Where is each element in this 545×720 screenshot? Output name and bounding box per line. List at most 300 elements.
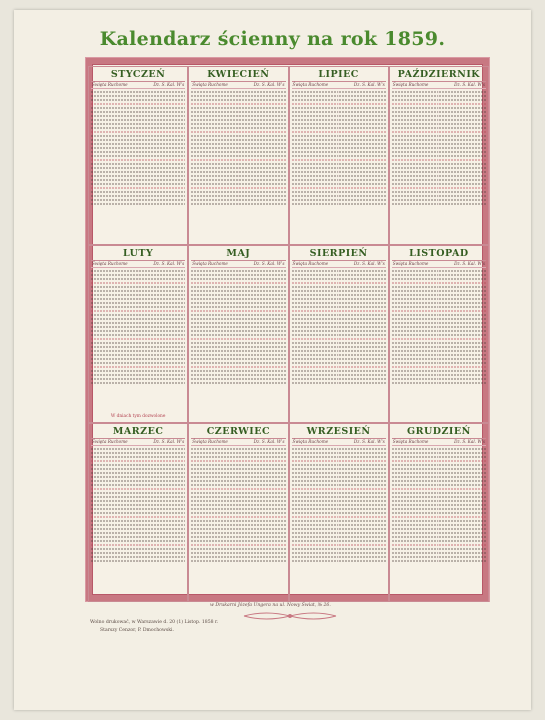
day-row — [191, 97, 285, 101]
day-cell-right — [238, 354, 286, 356]
day-cell-right — [438, 91, 486, 93]
day-cell-right — [138, 342, 186, 344]
day-row — [292, 105, 386, 109]
day-row — [191, 462, 285, 466]
day-cell-right — [438, 334, 486, 336]
day-row — [191, 173, 285, 177]
day-cell-right — [338, 318, 386, 320]
day-cell-right — [438, 476, 486, 478]
day-row — [292, 185, 386, 189]
day-cell-left — [292, 370, 339, 372]
day-cell-right — [238, 318, 286, 320]
day-cell-left — [292, 310, 339, 312]
day-row — [392, 137, 486, 141]
day-cell-right — [338, 139, 386, 141]
day-row — [191, 316, 285, 320]
day-cell-left — [191, 159, 238, 161]
day-cell-left — [191, 286, 238, 288]
day-row — [91, 526, 185, 530]
column-header-left: Święta Ruchome — [392, 260, 429, 266]
day-row — [392, 502, 486, 506]
day-cell-right — [238, 460, 286, 462]
day-cell-right — [438, 171, 486, 173]
day-row — [292, 522, 386, 526]
month-name: PAŹDZIERNIK — [392, 69, 486, 82]
day-cell-right — [438, 560, 486, 562]
day-cell-left — [191, 131, 238, 133]
day-row — [91, 534, 185, 538]
day-cell-right — [238, 175, 286, 177]
day-cell-left — [292, 318, 339, 320]
day-cell-right — [438, 480, 486, 482]
day-cell-right — [438, 552, 486, 554]
day-cell-left — [91, 298, 138, 300]
day-row — [91, 490, 185, 494]
day-cell-left — [91, 155, 138, 157]
day-cell-left — [292, 95, 339, 97]
day-cell-left — [292, 195, 339, 197]
day-cell-right — [138, 552, 186, 554]
day-cell-right — [338, 298, 386, 300]
day-cell-left — [292, 135, 339, 137]
day-cell-right — [438, 366, 486, 368]
day-cell-right — [238, 278, 286, 280]
day-row — [392, 149, 486, 153]
day-cell-right — [138, 330, 186, 332]
day-cell-left — [392, 167, 439, 169]
day-row — [191, 336, 285, 340]
month-name: STYCZEŃ — [91, 69, 185, 82]
day-row — [392, 105, 486, 109]
day-row — [91, 446, 185, 450]
day-cell-right — [438, 532, 486, 534]
day-row — [91, 462, 185, 466]
day-cell-right — [438, 294, 486, 296]
day-cell-left — [191, 298, 238, 300]
day-row — [191, 376, 285, 380]
day-cell-left — [91, 472, 138, 474]
day-row — [292, 149, 386, 153]
day-cell-left — [191, 504, 238, 506]
day-cell-right — [338, 115, 386, 117]
day-cell-right — [438, 111, 486, 113]
day-cell-right — [138, 326, 186, 328]
day-cell-right — [338, 199, 386, 201]
day-cell-right — [338, 552, 386, 554]
day-row — [191, 482, 285, 486]
day-cell-right — [338, 135, 386, 137]
day-cell-right — [138, 382, 186, 384]
day-cell-right — [238, 528, 286, 530]
day-row — [392, 368, 486, 372]
month-block — [188, 66, 288, 245]
day-cell-right — [238, 322, 286, 324]
day-cell-right — [238, 163, 286, 165]
day-cell-right — [238, 468, 286, 470]
day-cell-right — [238, 366, 286, 368]
day-row — [191, 470, 285, 474]
day-cell-right — [438, 115, 486, 117]
day-row — [91, 522, 185, 526]
day-cell-left — [392, 472, 439, 474]
day-row — [392, 284, 486, 288]
day-cell-right — [238, 544, 286, 546]
column-header — [91, 439, 185, 446]
day-row — [292, 458, 386, 462]
day-cell-right — [438, 163, 486, 165]
day-cell-right — [438, 492, 486, 494]
day-row — [191, 546, 285, 550]
day-cell-left — [91, 91, 138, 93]
day-cell-right — [438, 286, 486, 288]
day-row — [392, 173, 486, 177]
day-cell-right — [238, 342, 286, 344]
day-cell-left — [191, 524, 238, 526]
day-cell-left — [191, 476, 238, 478]
day-cell-left — [392, 362, 439, 364]
day-cell-right — [138, 159, 186, 161]
day-cell-right — [338, 512, 386, 514]
day-cell-right — [238, 326, 286, 328]
day-cell-right — [238, 203, 286, 205]
day-cell-right — [438, 354, 486, 356]
day-cell-left — [191, 274, 238, 276]
day-cell-right — [138, 286, 186, 288]
day-rows — [292, 89, 386, 242]
day-row — [392, 121, 486, 125]
day-cell-left — [91, 374, 138, 376]
day-cell-right — [338, 123, 386, 125]
day-cell-left — [392, 95, 439, 97]
day-row — [191, 526, 285, 530]
day-row — [191, 550, 285, 554]
day-cell-left — [91, 500, 138, 502]
day-cell-left — [191, 290, 238, 292]
day-cell-right — [238, 286, 286, 288]
day-row — [392, 542, 486, 546]
day-cell-right — [338, 334, 386, 336]
day-cell-right — [238, 119, 286, 121]
day-cell-left — [191, 334, 238, 336]
day-cell-right — [438, 342, 486, 344]
day-row — [91, 312, 185, 316]
day-cell-right — [238, 338, 286, 340]
day-cell-right — [238, 111, 286, 113]
day-row — [191, 522, 285, 526]
day-cell-right — [238, 452, 286, 454]
day-row — [191, 280, 285, 284]
day-cell-right — [238, 302, 286, 304]
day-cell-right — [438, 512, 486, 514]
day-cell-left — [91, 278, 138, 280]
day-cell-left — [292, 488, 339, 490]
day-cell-left — [292, 492, 339, 494]
day-cell-right — [138, 155, 186, 157]
day-cell-right — [338, 342, 386, 344]
day-row — [292, 324, 386, 328]
day-cell-right — [138, 524, 186, 526]
day-cell-left — [392, 179, 439, 181]
day-row — [191, 542, 285, 546]
day-row — [91, 280, 185, 284]
day-cell-left — [91, 516, 138, 518]
day-cell-right — [438, 278, 486, 280]
day-cell-right — [238, 270, 286, 272]
day-cell-left — [392, 452, 439, 454]
day-cell-left — [91, 362, 138, 364]
day-cell-left — [392, 378, 439, 380]
day-row — [292, 304, 386, 308]
month-block — [289, 423, 389, 602]
day-row — [91, 336, 185, 340]
day-cell-left — [292, 278, 339, 280]
day-cell-right — [238, 171, 286, 173]
day-cell-right — [338, 464, 386, 466]
day-row — [392, 466, 486, 470]
day-cell-left — [392, 187, 439, 189]
day-cell-right — [138, 350, 186, 352]
day-cell-right — [438, 282, 486, 284]
day-cell-right — [238, 508, 286, 510]
day-row — [91, 320, 185, 324]
day-row — [392, 272, 486, 276]
day-cell-left — [392, 139, 439, 141]
day-row — [392, 534, 486, 538]
day-cell-left — [91, 302, 138, 304]
day-cell-left — [392, 342, 439, 344]
day-cell-left — [91, 556, 138, 558]
day-cell-left — [292, 326, 339, 328]
column-header — [191, 82, 285, 89]
day-row — [91, 376, 185, 380]
day-cell-left — [392, 306, 439, 308]
day-row — [292, 145, 386, 149]
day-cell-right — [438, 314, 486, 316]
day-cell-left — [191, 195, 238, 197]
day-cell-right — [238, 290, 286, 292]
month-block — [389, 66, 489, 245]
column-header-left: Święta Ruchome — [292, 439, 329, 445]
day-cell-left — [91, 512, 138, 514]
day-cell-left — [392, 286, 439, 288]
day-cell-right — [138, 456, 186, 458]
day-row — [392, 546, 486, 550]
day-cell-right — [138, 191, 186, 193]
day-cell-left — [191, 516, 238, 518]
day-cell-left — [392, 119, 439, 121]
day-cell-left — [191, 512, 238, 514]
day-row — [91, 364, 185, 368]
day-row — [292, 89, 386, 93]
day-cell-left — [91, 382, 138, 384]
day-row — [91, 304, 185, 308]
day-row — [292, 554, 386, 558]
day-cell-left — [91, 480, 138, 482]
day-row — [191, 197, 285, 201]
day-cell-right — [338, 147, 386, 149]
day-cell-left — [191, 282, 238, 284]
day-cell-right — [238, 500, 286, 502]
day-cell-right — [338, 310, 386, 312]
day-cell-right — [238, 496, 286, 498]
column-header — [91, 261, 185, 268]
day-cell-right — [238, 556, 286, 558]
day-row — [392, 153, 486, 157]
day-cell-left — [292, 560, 339, 562]
day-row — [292, 173, 386, 177]
day-cell-right — [138, 274, 186, 276]
day-cell-right — [438, 516, 486, 518]
day-cell-right — [338, 468, 386, 470]
day-cell-right — [338, 536, 386, 538]
day-row — [292, 125, 386, 129]
day-row — [91, 93, 185, 97]
day-cell-right — [338, 187, 386, 189]
day-cell-left — [191, 139, 238, 141]
day-cell-left — [292, 476, 339, 478]
day-cell-right — [138, 175, 186, 177]
day-row — [292, 177, 386, 181]
day-row — [91, 308, 185, 312]
day-cell-right — [438, 147, 486, 149]
day-row — [91, 169, 185, 173]
day-row — [292, 474, 386, 478]
day-row — [91, 117, 185, 121]
day-cell-left — [292, 552, 339, 554]
day-row — [292, 336, 386, 340]
day-cell-left — [191, 540, 238, 542]
day-row — [292, 352, 386, 356]
month-block — [289, 66, 389, 245]
column-header — [392, 82, 486, 89]
day-cell-right — [438, 155, 486, 157]
day-cell-left — [392, 504, 439, 506]
day-row — [392, 356, 486, 360]
day-cell-right — [138, 298, 186, 300]
day-cell-right — [138, 374, 186, 376]
column-header — [292, 261, 386, 268]
day-row — [392, 558, 486, 562]
day-row — [392, 324, 486, 328]
day-cell-right — [238, 540, 286, 542]
day-cell-right — [438, 346, 486, 348]
day-row — [91, 368, 185, 372]
day-row — [392, 446, 486, 450]
day-cell-left — [91, 508, 138, 510]
day-cell-left — [392, 111, 439, 113]
day-row — [91, 173, 185, 177]
day-cell-right — [138, 199, 186, 201]
day-row — [392, 522, 486, 526]
day-row — [191, 288, 285, 292]
day-cell-right — [138, 123, 186, 125]
day-cell-left — [191, 556, 238, 558]
day-cell-right — [438, 103, 486, 105]
day-cell-left — [191, 468, 238, 470]
day-cell-right — [238, 183, 286, 185]
day-cell-right — [338, 107, 386, 109]
day-row — [292, 109, 386, 113]
day-row — [191, 364, 285, 368]
day-cell-left — [392, 203, 439, 205]
day-row — [91, 316, 185, 320]
day-cell-left — [292, 556, 339, 558]
day-cell-right — [338, 314, 386, 316]
day-cell-right — [138, 516, 186, 518]
day-cell-right — [338, 544, 386, 546]
day-row — [392, 550, 486, 554]
day-cell-left — [91, 135, 138, 137]
day-cell-left — [191, 452, 238, 454]
day-cell-right — [338, 294, 386, 296]
day-cell-left — [392, 322, 439, 324]
day-row — [91, 514, 185, 518]
day-row — [392, 530, 486, 534]
day-row — [191, 554, 285, 558]
day-row — [191, 368, 285, 372]
column-header-right: Dz. S. Kal. W's — [454, 82, 485, 87]
column-header-left: Święta Ruchome — [392, 439, 429, 445]
day-cell-left — [91, 346, 138, 348]
day-row — [91, 101, 185, 105]
day-cell-left — [191, 532, 238, 534]
day-cell-left — [392, 155, 439, 157]
day-cell-right — [338, 492, 386, 494]
day-cell-right — [438, 548, 486, 550]
day-cell-left — [292, 524, 339, 526]
day-cell-left — [292, 334, 339, 336]
day-cell-right — [338, 290, 386, 292]
day-cell-left — [292, 362, 339, 364]
day-cell-right — [338, 520, 386, 522]
day-cell-left — [292, 544, 339, 546]
day-cell-right — [238, 504, 286, 506]
day-row — [292, 133, 386, 137]
month-note: W dniach tym dozwolone — [110, 414, 166, 420]
day-cell-left — [91, 354, 138, 356]
day-cell-right — [238, 282, 286, 284]
day-cell-left — [191, 456, 238, 458]
day-cell-right — [438, 374, 486, 376]
day-cell-left — [292, 508, 339, 510]
month-name: MAJ — [191, 248, 285, 261]
day-cell-left — [191, 183, 238, 185]
day-cell-left — [191, 560, 238, 562]
day-row — [91, 177, 185, 181]
month-name: SIERPIEŃ — [292, 248, 386, 261]
column-header — [191, 439, 285, 446]
day-cell-left — [91, 195, 138, 197]
day-cell-left — [392, 107, 439, 109]
day-cell-left — [392, 512, 439, 514]
day-cell-left — [392, 298, 439, 300]
day-row — [91, 121, 185, 125]
day-cell-left — [392, 318, 439, 320]
day-row — [292, 526, 386, 530]
day-cell-left — [292, 155, 339, 157]
day-row — [91, 470, 185, 474]
day-cell-right — [138, 544, 186, 546]
day-row — [91, 185, 185, 189]
day-cell-left — [191, 147, 238, 149]
day-rows — [392, 268, 486, 421]
day-cell-left — [392, 183, 439, 185]
day-cell-right — [338, 366, 386, 368]
day-cell-left — [392, 171, 439, 173]
day-cell-left — [292, 99, 339, 101]
day-cell-right — [138, 378, 186, 380]
day-cell-left — [191, 119, 238, 121]
